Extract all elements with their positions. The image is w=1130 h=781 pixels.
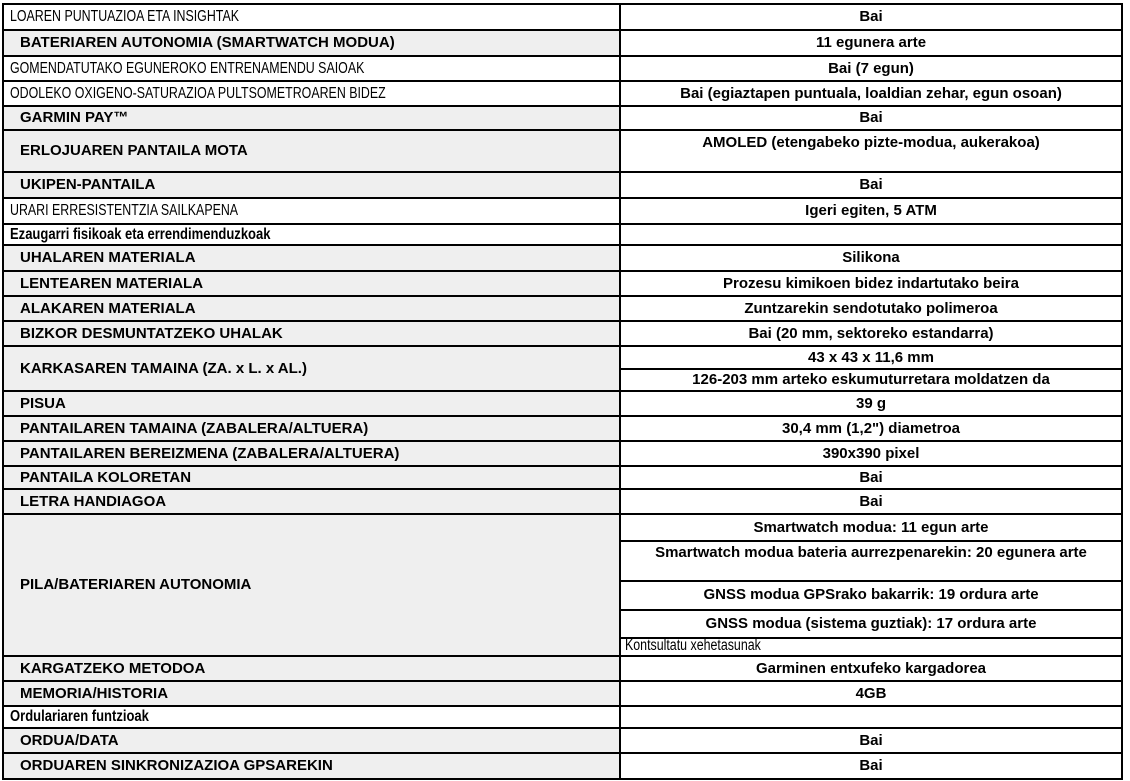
feature-label-cell — [3, 416, 620, 441]
value-text: Prozesu kimikoen bidez indartutako beira — [723, 274, 1019, 292]
value-text: Smartwatch modua bateria aurrezpenarekin: 20 egunera arte — [655, 543, 1087, 561]
value-text: Silikona — [842, 249, 900, 266]
feature-label: PANTAILAREN TAMAINA (ZABALERA/ALTUERA) — [20, 419, 369, 437]
feature-label: UKIPEN-PANTAILA — [20, 176, 156, 193]
value-subcell — [621, 540, 1121, 580]
value-subcell — [621, 298, 1121, 320]
table-row — [3, 728, 1122, 753]
value-subcell — [621, 516, 1121, 540]
feature-label-cell — [3, 321, 620, 346]
value-subcell — [621, 247, 1121, 270]
value-subcell — [621, 132, 1121, 171]
feature-label-cell — [3, 4, 620, 30]
value-subcell — [621, 468, 1121, 488]
feature-label-cell — [3, 706, 620, 728]
feature-value-cell — [620, 681, 1122, 706]
value-stack — [621, 755, 1121, 778]
section-header-row — [3, 706, 1122, 728]
value-text: GNSS modua GPSrako bakarrik: 19 ordura arte — [703, 586, 1039, 603]
feature-label-cell — [3, 81, 620, 106]
feature-label: KARKASAREN TAMAINA (ZA. x L. x AL.) — [20, 359, 307, 377]
feature-value-cell — [620, 466, 1122, 489]
feature-label-cell — [3, 681, 620, 706]
feature-value-cell — [620, 441, 1122, 466]
value-subcell — [621, 730, 1121, 752]
value-stack — [621, 468, 1121, 488]
feature-label: LOAREN PUNTUAZIOA ETA INSIGHTAK — [10, 8, 239, 25]
table-row — [3, 391, 1122, 416]
feature-value-cell — [620, 514, 1122, 656]
value-text: Bai (7 egun) — [828, 59, 914, 77]
value-stack — [621, 247, 1121, 270]
feature-label: ODOLEKO OXIGENO-SATURAZIOA PULTSOMETROAREN BIDEZ — [10, 84, 386, 102]
feature-value-cell — [620, 321, 1122, 346]
value-text: 126-203 mm arteko eskumuturretara moldatzen da — [692, 370, 1050, 388]
value-subcell — [621, 443, 1121, 465]
feature-label-cell — [3, 753, 620, 779]
value-text: Bai — [859, 109, 883, 126]
table-row — [3, 416, 1122, 441]
value-subcell — [621, 708, 1121, 727]
feature-label-cell — [3, 466, 620, 489]
value-subcell — [621, 609, 1121, 637]
value-subcell — [621, 323, 1121, 345]
feature-label: KARGATZEKO METODOA — [20, 659, 206, 677]
value-text: Bai — [859, 757, 883, 774]
feature-label-cell — [3, 391, 620, 416]
feature-value-cell — [620, 4, 1122, 30]
value-subcell — [621, 273, 1121, 295]
table-row — [3, 321, 1122, 346]
feature-label-cell — [3, 728, 620, 753]
feature-label-cell — [3, 224, 620, 245]
value-text: 30,4 mm (1,2") diametroa — [781, 419, 960, 437]
spec-table — [2, 3, 1123, 780]
value-text: Bai — [859, 8, 883, 25]
feature-value-cell — [620, 656, 1122, 681]
value-stack — [621, 273, 1121, 295]
value-text: 4GB — [855, 684, 887, 702]
value-text: Bai — [859, 468, 883, 486]
section-title: Ezaugarri fisikoak eta errendimenduzkoak — [10, 225, 271, 243]
value-stack — [621, 6, 1121, 29]
table-row — [3, 753, 1122, 779]
spec-table-body — [3, 4, 1122, 779]
table-row — [3, 245, 1122, 271]
value-stack — [621, 730, 1121, 752]
feature-value-cell — [620, 172, 1122, 198]
feature-value-cell — [620, 753, 1122, 779]
table-row — [3, 30, 1122, 56]
feature-label: PANTAILAREN BEREIZMENA (ZABALERA/ALTUERA) — [20, 444, 400, 462]
feature-label-cell — [3, 514, 620, 656]
value-subcell — [621, 755, 1121, 778]
value-subcell — [621, 658, 1121, 680]
feature-value-cell — [620, 296, 1122, 321]
table-row — [3, 681, 1122, 706]
feature-label-cell — [3, 489, 620, 514]
value-subcell — [621, 348, 1121, 368]
value-subcell — [621, 6, 1121, 29]
table-row — [3, 81, 1122, 106]
feature-label: GARMIN PAY™ — [20, 109, 129, 126]
feature-label: MEMORIA/HISTORIA — [20, 684, 169, 702]
table-row — [3, 271, 1122, 296]
feature-value-cell — [620, 30, 1122, 56]
feature-value-cell — [620, 106, 1122, 130]
feature-label-cell — [3, 30, 620, 56]
feature-value-cell — [620, 245, 1122, 271]
feature-label: BIZKOR DESMUNTATZEKO UHALAK — [20, 324, 283, 342]
feature-label: ERLOJUAREN PANTAILA MOTA — [20, 142, 248, 159]
table-row — [3, 56, 1122, 81]
value-subcell — [621, 83, 1121, 105]
feature-value-cell — [620, 728, 1122, 753]
feature-label: ORDUA/DATA — [20, 731, 119, 749]
feature-label: URARI ERRESISTENTZIA SAILKAPENA — [10, 202, 239, 219]
feature-label: PISUA — [20, 394, 66, 412]
value-text: 11 egunera arte — [815, 34, 927, 51]
section-title: Ordulariaren funtzioak — [10, 708, 149, 725]
value-text: AMOLED (etengabeko pizte-modua, aukerakoa) — [702, 133, 1040, 151]
value-text: Bai — [859, 176, 883, 193]
feature-label: ORDUAREN SINKRONIZAZIOA GPSAREKIN — [20, 757, 333, 774]
value-stack — [621, 174, 1121, 197]
feature-value-cell — [620, 224, 1122, 245]
feature-label-cell — [3, 245, 620, 271]
feature-label: LENTEAREN MATERIALA — [20, 274, 204, 292]
value-stack — [621, 58, 1121, 80]
value-stack — [621, 708, 1121, 727]
value-text: 43 x 43 x 11,6 mm — [808, 348, 934, 366]
feature-value-cell — [620, 706, 1122, 728]
value-subcell — [621, 226, 1121, 244]
value-text: Igeri egiten, 5 ATM — [805, 202, 937, 219]
value-text: 39 g — [855, 394, 886, 412]
table-row — [3, 346, 1122, 391]
value-stack — [621, 226, 1121, 244]
feature-label-cell — [3, 271, 620, 296]
value-text: Zuntzarekin sendotutako polimeroa — [744, 299, 998, 317]
table-row — [3, 4, 1122, 30]
value-text: Bai — [859, 492, 883, 510]
feature-label: ALAKAREN MATERIALA — [20, 299, 196, 317]
feature-label-cell — [3, 56, 620, 81]
feature-value-cell — [620, 130, 1122, 172]
value-stack — [621, 200, 1121, 223]
value-text: Bai (egiaztapen puntuala, loaldian zehar, egun osoan) — [680, 84, 1062, 102]
feature-label-cell — [3, 198, 620, 224]
value-subcell — [621, 491, 1121, 513]
value-stack — [621, 323, 1121, 345]
feature-value-cell — [620, 56, 1122, 81]
feature-label-cell — [3, 130, 620, 172]
feature-label: GOMENDATUTAKO EGUNEROKO ENTRENAMENDU SAIOAK — [10, 59, 365, 77]
feature-label: BATERIAREN AUTONOMIA (SMARTWATCH MODUA) — [20, 34, 395, 51]
value-stack — [621, 132, 1121, 171]
feature-label: LETRA HANDIAGOA — [20, 492, 167, 510]
value-subcell — [621, 200, 1121, 223]
table-row — [3, 514, 1122, 656]
feature-value-cell — [620, 346, 1122, 391]
value-stack — [621, 491, 1121, 513]
feature-label: UHALAREN MATERIALA — [20, 249, 196, 266]
table-row — [3, 466, 1122, 489]
value-subcell — [621, 418, 1121, 440]
value-subcell — [621, 580, 1121, 609]
value-subcell — [621, 58, 1121, 80]
table-row — [3, 489, 1122, 514]
value-subcell — [621, 637, 1121, 655]
table-row — [3, 296, 1122, 321]
value-stack — [621, 418, 1121, 440]
feature-label: PANTAILA KOLORETAN — [20, 468, 192, 486]
value-subcell — [621, 108, 1121, 129]
feature-label-cell — [3, 106, 620, 130]
value-text: Smartwatch modua: 11 egun arte — [753, 518, 989, 536]
value-stack — [621, 32, 1121, 55]
value-text: GNSS modua (sistema guztiak): 17 ordura arte — [705, 614, 1037, 632]
value-stack — [621, 393, 1121, 415]
value-stack — [621, 298, 1121, 320]
value-text: 390x390 pixel — [822, 444, 920, 462]
table-row — [3, 441, 1122, 466]
value-stack — [621, 443, 1121, 465]
value-subcell — [621, 393, 1121, 415]
feature-label-cell — [3, 441, 620, 466]
feature-label-cell — [3, 296, 620, 321]
value-text: Kontsultatu xehetasunak — [625, 637, 761, 655]
value-subcell — [621, 368, 1121, 390]
feature-value-cell — [620, 198, 1122, 224]
value-stack — [621, 683, 1121, 705]
value-subcell — [621, 683, 1121, 705]
value-text: Garminen entxufeko kargadorea — [755, 659, 987, 677]
feature-label-cell — [3, 172, 620, 198]
table-row — [3, 198, 1122, 224]
feature-label-cell — [3, 346, 620, 391]
table-row — [3, 106, 1122, 130]
feature-value-cell — [620, 416, 1122, 441]
table-row — [3, 656, 1122, 681]
table-row — [3, 172, 1122, 198]
value-subcell — [621, 174, 1121, 197]
feature-value-cell — [620, 489, 1122, 514]
value-stack — [621, 516, 1121, 655]
value-text: Bai — [859, 731, 883, 749]
feature-value-cell — [620, 81, 1122, 106]
feature-label-cell — [3, 656, 620, 681]
feature-value-cell — [620, 271, 1122, 296]
value-subcell — [621, 32, 1121, 55]
value-stack — [621, 83, 1121, 105]
value-stack — [621, 348, 1121, 390]
value-stack — [621, 658, 1121, 680]
section-header-row — [3, 224, 1122, 245]
feature-label: PILA/BATERIAREN AUTONOMIA — [20, 576, 252, 593]
value-stack — [621, 108, 1121, 129]
value-text: Bai (20 mm, sektoreko estandarra) — [748, 324, 994, 342]
table-row — [3, 130, 1122, 172]
feature-value-cell — [620, 391, 1122, 416]
